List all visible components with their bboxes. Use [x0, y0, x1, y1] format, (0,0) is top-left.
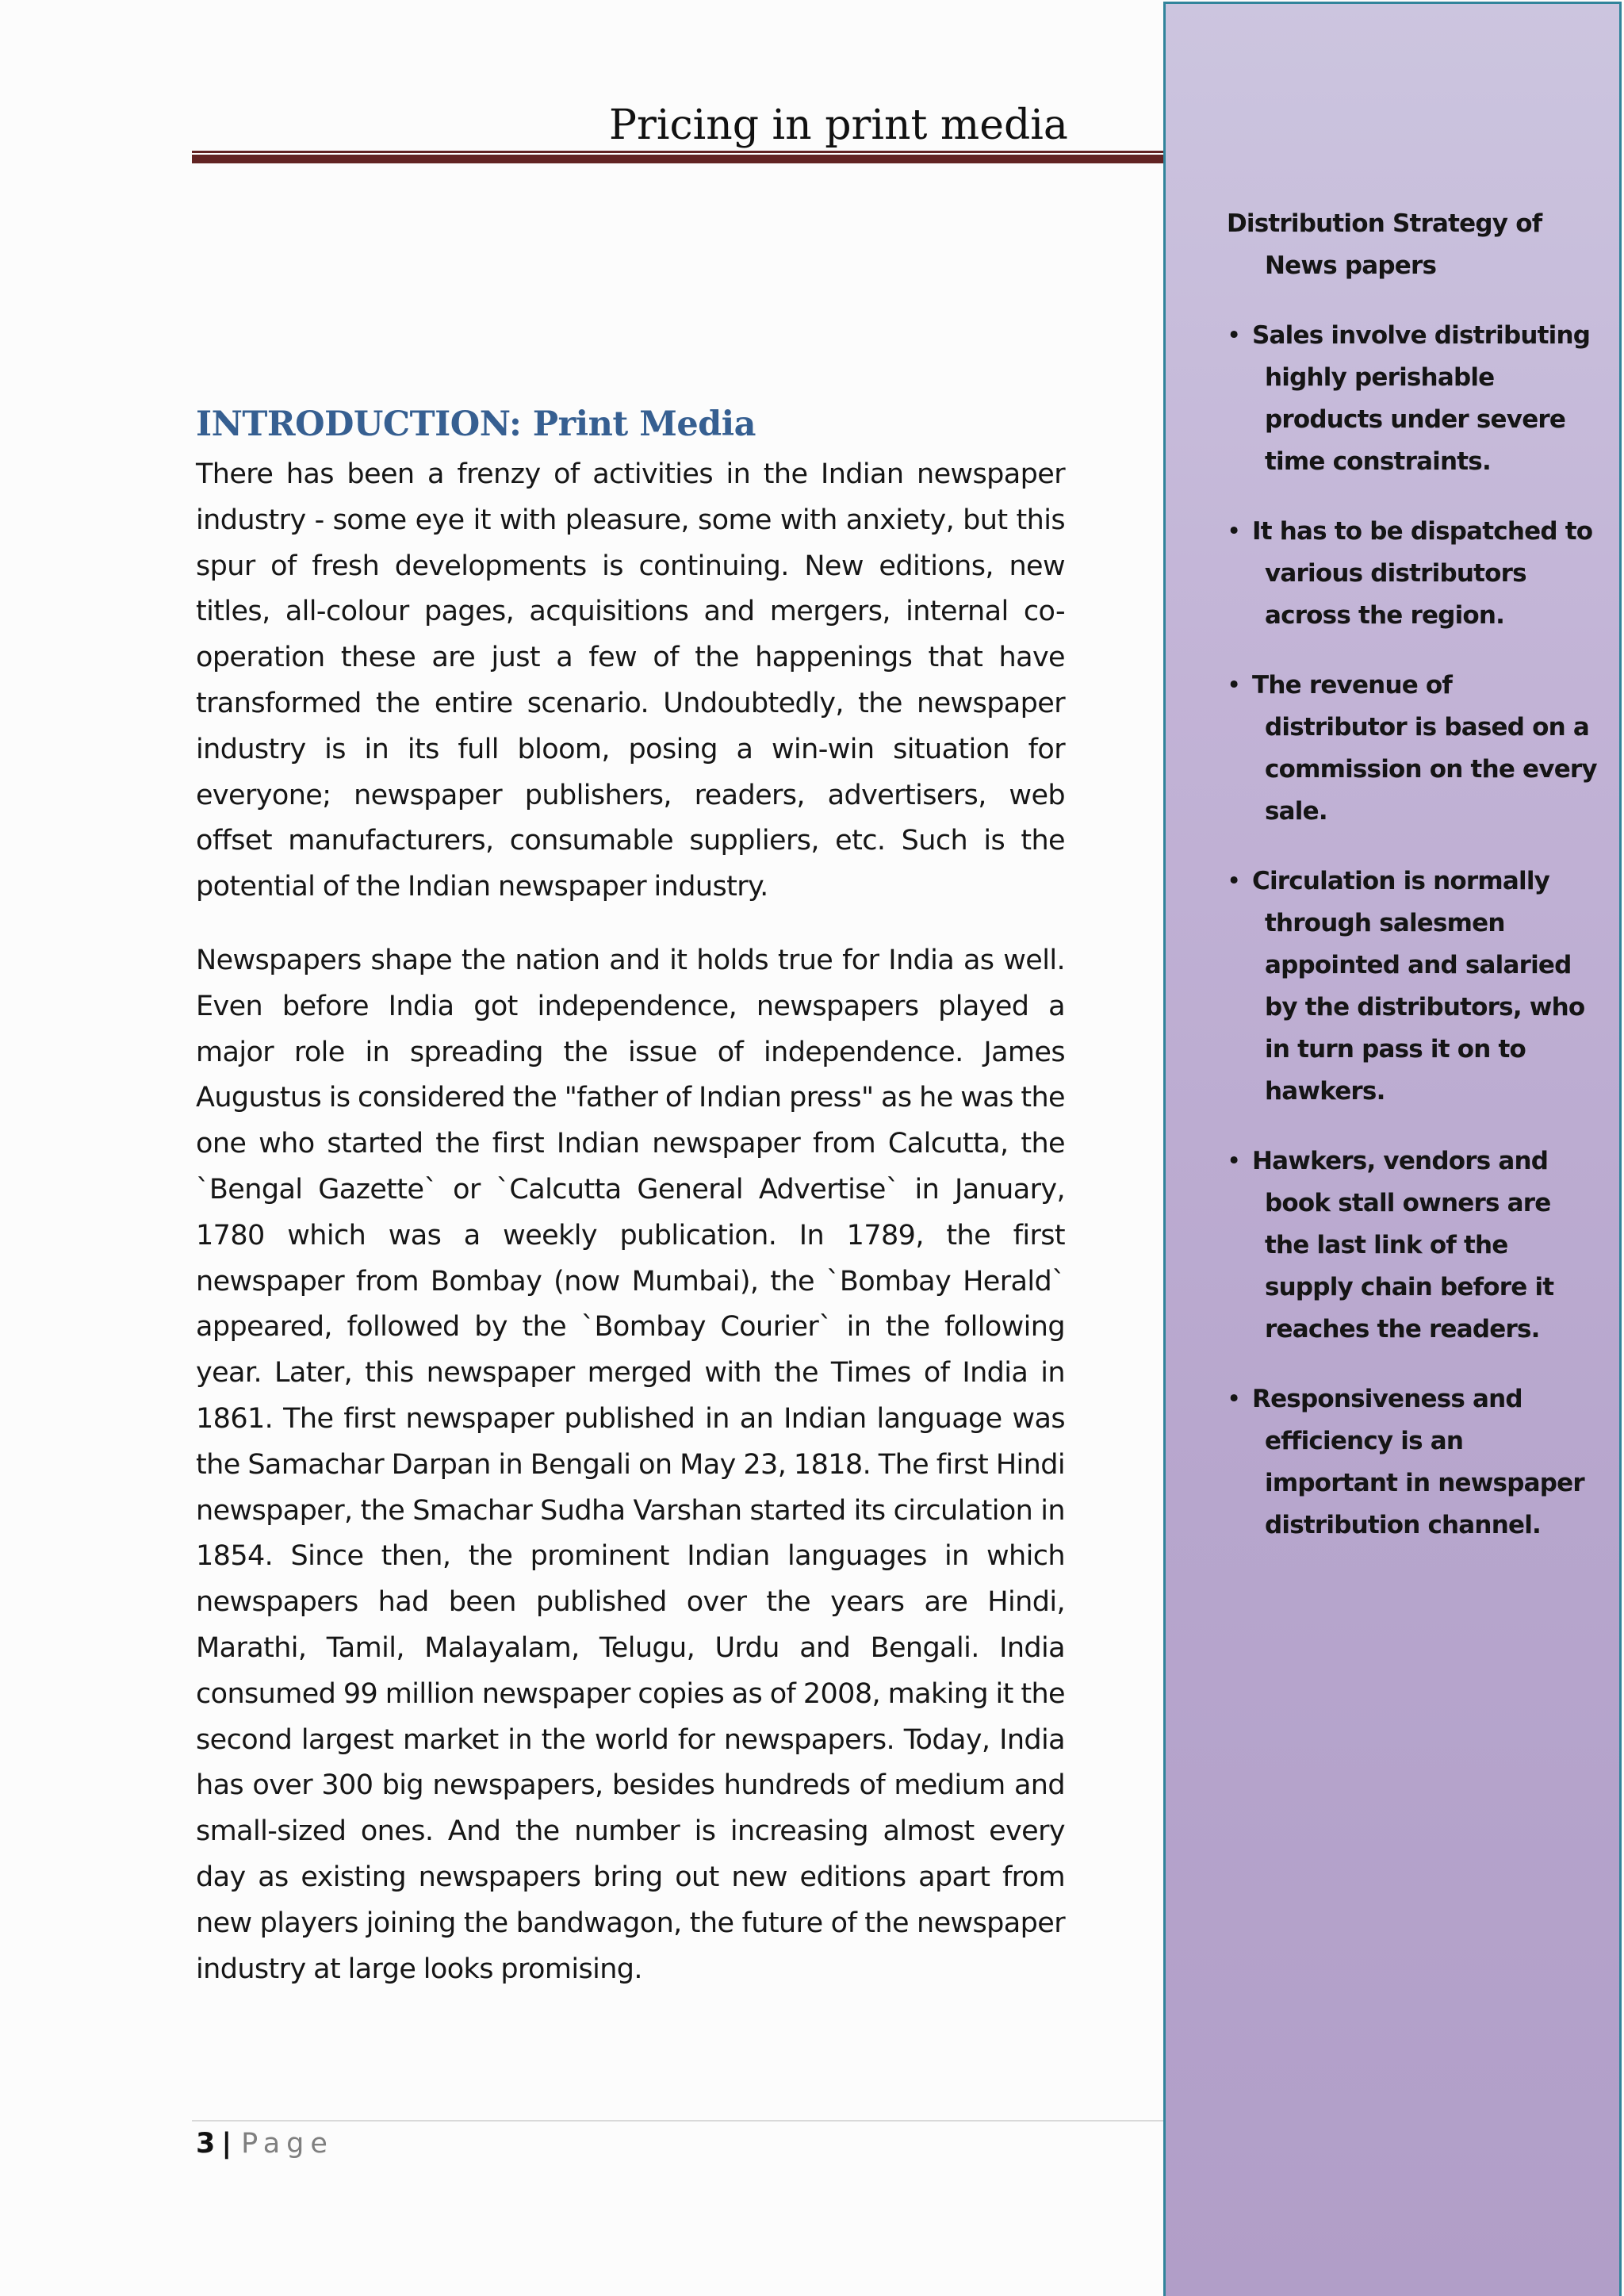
sidebar-item-text: Hawkers, vendors and book stall owners are the last link of the supply chain before it reaches the readers.: [1252, 1147, 1554, 1343]
sidebar-list-item: [1227, 1140, 1599, 1351]
sidebar-list-item: [1227, 511, 1599, 637]
sidebar-item-text: Responsiveness and efficiency is an important in newspaper distribution channel.: [1252, 1385, 1584, 1539]
bullet-icon: •: [1227, 867, 1241, 895]
paragraph-history: Newspapers shape the nation and it holds true for India as well. Even before India got independence, newspapers played a major role in spreading the issue of independence. James Augustus is considered the "father of Indian press" as he was the one who started the first Indian newspaper from Calcutta, the `Bengal Gazette` or `Calcutta General Advertise` in January, 1780 which was a weekly publication. In 1789, the first newspaper from Bombay (now Mumbai), the `Bombay Herald` appeared, followed by the `Bombay Courier` in the following year. Later, this newspaper merged with the Times of India in 1861. The first newspaper published in an Indian language was the Samachar Darpan in Bengali on May 23, 1818. The first Hindi newspaper, the Smachar Sudha Varshan started its circulation in 1854. Since then, the prominent Indian languages in which newspapers had been published over the years are Hindi, Marathi, Tamil, Malayalam, Telugu, Urdu and Bengali. India consumed 99 million newspaper copies as of 2008, making it the second largest market in the world for newspapers. Today, India has over 300 big newspapers, besides hundreds of medium and small-sized ones. And the number is increasing almost every day as existing newspapers bring out new editions apart from new players joining the bandwagon, the future of the newspaper industry at large looks promising.: [196, 944, 1065, 1985]
sidebar-panel: [1163, 2, 1622, 2296]
header-rule-thin: [192, 151, 1163, 153]
section-heading: INTRODUCTION: Print Media: [196, 404, 756, 444]
page-header-title: Pricing in print media: [609, 102, 1068, 149]
sidebar-list: [1227, 315, 1599, 1547]
sidebar-item-text: Circulation is normally through salesmen appointed and salaried by the distributors, who in turn pass it on to hawkers.: [1252, 867, 1585, 1106]
sidebar-list-item: [1227, 861, 1599, 1113]
sidebar-list-item: [1227, 315, 1599, 483]
sidebar-content: [1227, 203, 1599, 1574]
sidebar-list-item: [1227, 1378, 1599, 1547]
page-number: 3: [196, 2128, 216, 2160]
footer-rule: [192, 2120, 1163, 2122]
bullet-icon: •: [1227, 671, 1241, 700]
bullet-icon: •: [1227, 517, 1241, 546]
bullet-icon: •: [1227, 1147, 1241, 1175]
sidebar-title: Distribution Strategy of News papers: [1227, 209, 1542, 280]
footer-separator: |: [221, 2128, 232, 2160]
paragraph-intro: There has been a frenzy of activities in the Indian newspaper industry - some eye it with pleasure, some with anxiety, but this spur of fresh developments is continuing. New editions, new titles, all-colour pages, acquisitions and mergers, internal co-operation these are just a few of the happenings that have transformed the entire scenario. Undoubtedly, the newspaper industry is in its full bloom, posing a win-win situation for everyone; newspaper publishers, readers, advertisers, web offset manufacturers, consumable suppliers, etc. Such is the potential of the Indian newspaper industry.: [196, 458, 1065, 903]
header-rule-thick: [192, 155, 1163, 163]
sidebar-item-text: It has to be dispatched to various distributors across the region.: [1252, 517, 1593, 630]
page-label: Page: [241, 2128, 334, 2160]
sidebar-item-text: The revenue of distributor is based on a commission on the every sale.: [1252, 671, 1597, 826]
sidebar-list-item: [1227, 665, 1599, 833]
bullet-icon: •: [1227, 1385, 1241, 1413]
main-content: [196, 397, 1065, 1992]
bullet-icon: •: [1227, 321, 1241, 350]
sidebar-item-text: Sales involve distributing highly perishable products under severe time constraints.: [1252, 321, 1591, 476]
page-footer: [196, 2124, 334, 2164]
